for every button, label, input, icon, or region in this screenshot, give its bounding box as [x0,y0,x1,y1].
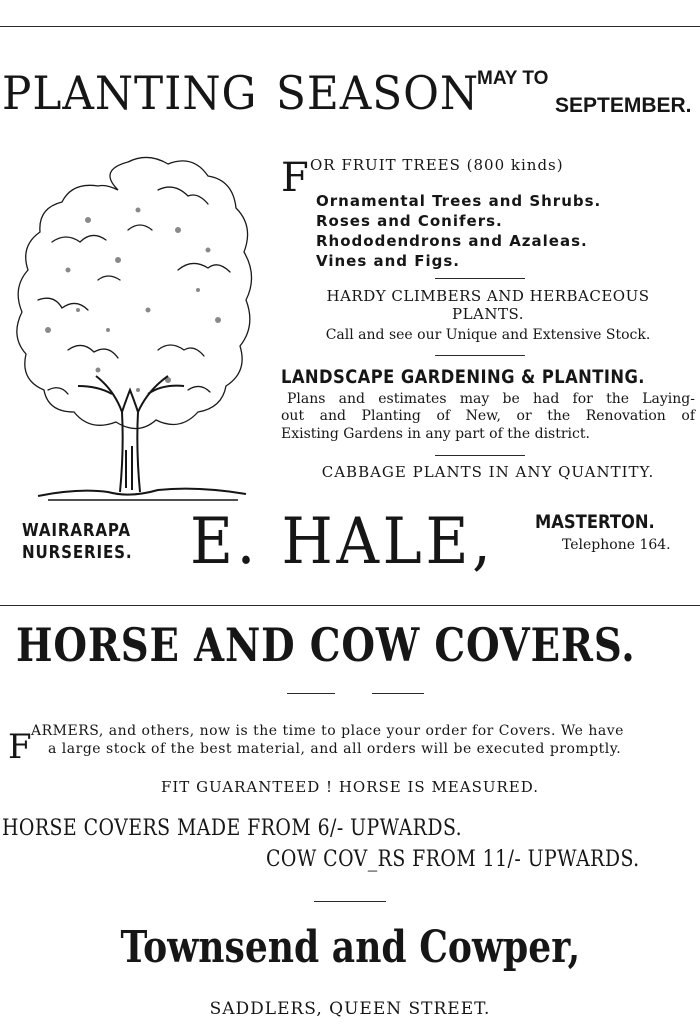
list-item: Vines and Figs. [316,252,461,270]
hardy-climbers-line: HARDY CLIMBERS AND HERBACEOUS [326,287,650,305]
horse-covers-price: HORSE COVERS MADE FROM 6/- UPWARDS. [2,816,463,841]
advert-separator [0,605,700,606]
nurseries-name-line1: WAIRARAPA [22,520,131,541]
top-rule [0,26,700,27]
plants-line: PLANTS. [451,305,525,323]
list-item: Roses and Conifers. [316,212,503,230]
call-line: Call and see our Unique and Extensive Stock. [325,327,651,343]
firm-name-text: Townsend and Cowper, [120,922,580,973]
farmers-line2: a large stock of the best material, and all orders will be executed promptly. [48,741,622,757]
cow-covers-price: COW COV_RS FROM 11/- UPWARDS. [266,847,640,872]
drop-cap-f: F [8,727,32,767]
drop-cap-f: F [281,155,309,201]
divider [435,278,525,279]
firm-address: SADDLERS, QUEEN STREET. [209,999,491,1019]
list-item: Ornamental Trees and Shrubs. [316,192,602,210]
plans-line: Plans and estimates may be had for the Laying- [287,391,695,407]
divider [372,693,424,694]
town-name: MASTERTON. [535,511,655,533]
list-item: Rhododendrons and Azaleas. [316,232,588,250]
covers-headline: HORSE AND COW COVERS. [16,618,636,672]
landscape-heading: LANDSCAPE GARDENING & PLANTING. [281,366,645,388]
divider [435,455,525,456]
plans-line: Existing Gardens in any part of the district. [281,426,590,442]
farmers-line1: ARMERS, and others, now is the time to place your order for Covers. We have [31,723,624,739]
headline-planting: PLANTING [2,66,258,120]
fit-guaranteed-line: FIT GUARANTEED ! HORSE IS MEASURED. [160,778,540,796]
season-end: SEPTEMBER. [555,94,692,117]
season-start: MAY TO [477,68,549,89]
nurseries-name-line2: NURSERIES. [22,542,133,563]
divider [314,901,386,902]
divider [435,355,525,356]
proprietor-name: E. HALE, [190,505,495,579]
fruit-trees-line: OR FRUIT TREES (800 kinds) [310,156,564,174]
headline-season: SEASON [276,66,480,120]
divider [287,693,335,694]
tree-illustration [8,150,258,505]
plans-line: out and Planting of New, or the Renovation of [281,408,695,424]
cabbage-line: CABBAGE PLANTS IN ANY QUANTITY. [321,463,655,481]
telephone-number: Telephone 164. [562,537,671,553]
firm-name [0,922,700,973]
